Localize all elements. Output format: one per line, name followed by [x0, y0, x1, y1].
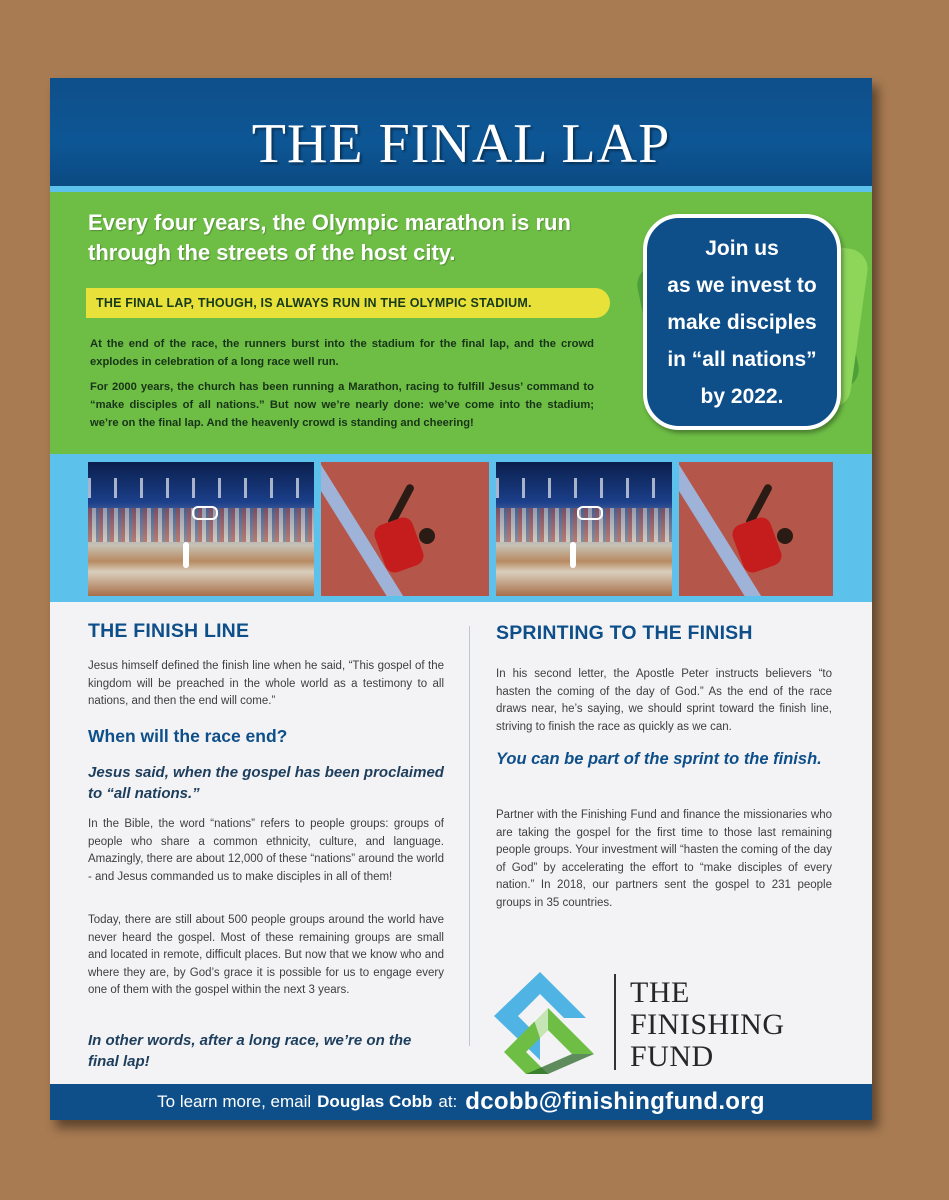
runner-figure [183, 542, 189, 568]
intro-section [50, 192, 872, 454]
sprinting-heading: SPRINTING TO THE FINISH [496, 622, 753, 644]
page-title: THE FINAL LAP [251, 113, 671, 175]
photo-strip [50, 454, 872, 602]
olympic-rings-icon [192, 506, 218, 520]
intro-headline: Every four years, the Olympic marathon is run through the streets of the host city. [88, 210, 571, 265]
footer-bar [50, 1084, 872, 1120]
partner-paragraph: Partner with the Finishing Fund and finance the missionaries who are taking the gospel for the first time to those last remaining people groups. Your investment will “hasten the coming of the day of God” by accelerating the effort to “make disciples of every nation.” In 2018, our partners sent the gospel to 231 people groups in 35 countries. [496, 809, 832, 909]
finish-line-photo [679, 462, 833, 596]
race-end-heading: When will the race end? [88, 726, 288, 746]
callout-line: Join us [705, 236, 779, 260]
stadium-lights [88, 478, 314, 498]
join-us-callout [643, 214, 841, 430]
intro-paragraph-1: At the end of the race, the runners burst into the stadium for the final lap, and the crowd explodes in celebration of a long race well run. [90, 338, 594, 368]
olympic-rings-icon [577, 506, 603, 520]
stadium-photo [88, 462, 314, 596]
intro-paragraph-2: For 2000 years, the church has been running a Marathon, racing to fulfill Jesus’ command to “make disciples of all nations.” But now we’re nearly done: we’ve come into the stadium; we’re on the final lap. And the heavenly crowd is standing and cheering! [90, 381, 594, 429]
stadium-photo [496, 462, 672, 596]
finish-line-paragraph: Jesus himself defined the finish line when he said, “This gospel of the kingdom will be preached in the whole world as a testimony to all nations, and then the end will come.” [88, 660, 444, 707]
runner-figure [570, 542, 576, 568]
callout-line: by 2022. [700, 384, 784, 408]
sprint-italic: You can be part of the sprint to the finish. [496, 750, 822, 768]
finishing-fund-logo [490, 968, 820, 1078]
highlight-bar [86, 288, 610, 318]
race-end-italic: Jesus said, when the gospel has been proclaimed to “all nations.” [88, 764, 444, 802]
finish-line-photo [321, 462, 489, 596]
nations-paragraph: In the Bible, the word “nations” refers to people groups: groups of people who share a common ethnicity, culture, and language. Amazingly, there are about 12,000 of these “nations” around the world - and Jesus commanded us to make disciples in all of them! [88, 818, 444, 883]
logo-divider [614, 974, 616, 1070]
stadium-lights [496, 478, 672, 498]
final-lap-italic: In other words, after a long race, we’re on the final lap! [88, 1032, 412, 1070]
logo-text-line: FUND [630, 1040, 714, 1073]
finish-line-heading: THE FINISH LINE [88, 620, 250, 642]
runner-head [777, 528, 793, 544]
remaining-groups-paragraph: Today, there are still about 500 people groups around the world have never heard the gospel. Most of these remaining groups are small and located in remote, difficult places. But now that we know who and where they are, by God’s grace it is possible for us to engage every one of them with the gospel within the next 3 years. [88, 914, 444, 996]
highlight-text: THE FINAL LAP, THOUGH, IS ALWAYS RUN IN THE OLYMPIC STADIUM. [96, 296, 532, 310]
finishing-fund-logo-mark-icon [490, 968, 602, 1078]
contact-name: Douglas Cobb [317, 1092, 433, 1111]
footer-at-text: at: [438, 1092, 458, 1111]
footer-lead-text: To learn more, email [157, 1092, 312, 1111]
header-banner [50, 78, 872, 192]
contact-email-link[interactable]: dcobb@finishingfund.org [465, 1088, 765, 1115]
logo-text-line: FINISHING [630, 1008, 785, 1041]
column-divider [469, 626, 470, 1046]
flyer-page [50, 78, 872, 1120]
peter-paragraph: In his second letter, the Apostle Peter instructs believers “to hasten the coming of the day of God.” As the end of the race draws near, he’s saying, we should sprint toward the finish line, striving to finish the race as quickly as we can. [496, 668, 832, 733]
callout-line: as we invest to [667, 273, 817, 297]
callout-line: in “all nations” [667, 347, 817, 371]
callout-line: make disciples [667, 310, 817, 334]
logo-text-line: THE [630, 976, 690, 1009]
runner-head [419, 528, 435, 544]
